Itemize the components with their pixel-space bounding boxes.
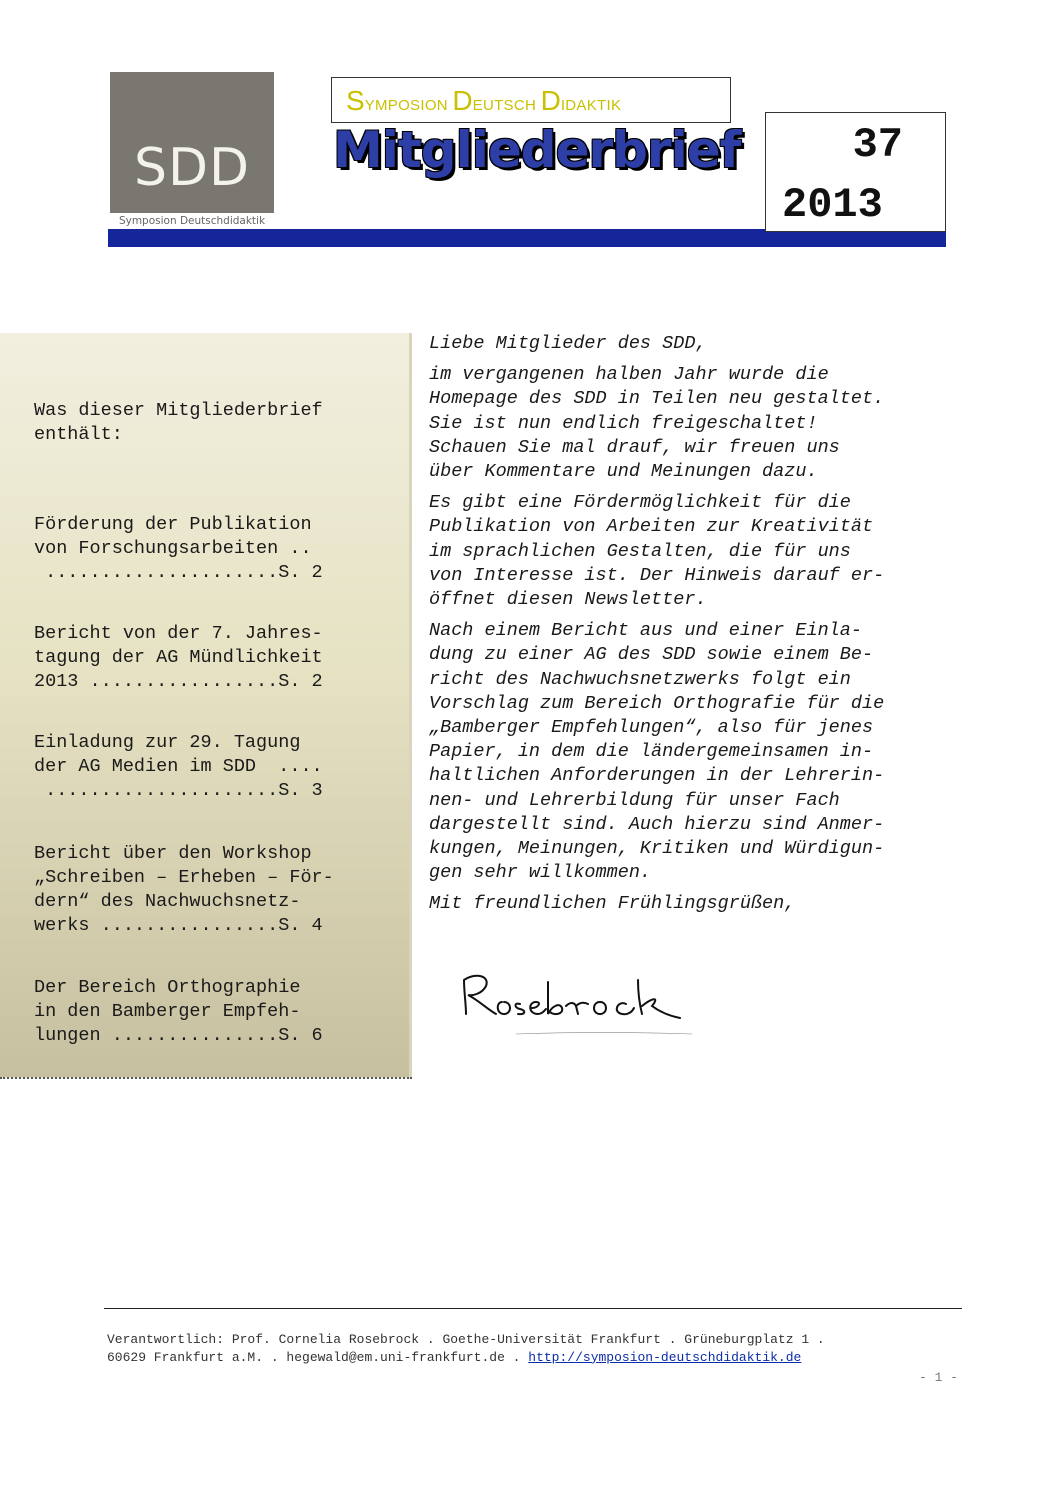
symposion-initial-d2: D: [540, 85, 561, 116]
letter-paragraph-2: Es gibt eine Fördermöglichkeit für die Publikation von Arbeiten zur Kreativität im sprachlichen Gestalten, die für uns von Interesse ist. Der Hinweis darauf er- öffnet diesen Newsletter.: [429, 492, 885, 611]
letter-paragraph-3: Nach einem Bericht aus und einer Einla- dung zu einer AG des SDD sowie einem Be- richt des Nachwuchsnetzwerks folgt ein Vorschlag zum Bereich Orthografie für die „Bamberger Empfehlungen“, also für jenes Papier, in dem die ländergemeinsamen in- haltlichen Anforderungen in der Lehrerin- nen- und Lehrerbildung für unser Fach dargestellt sind. Auch hierzu sind Anmer- kungen, Meinungen, Kritiken und Würdigun- gen sehr willkommen.: [429, 620, 885, 884]
issue-number: 37: [852, 121, 903, 169]
toc-heading: Was dieser Mitgliederbrief enthält:: [34, 400, 323, 445]
symposion-banner: [331, 77, 731, 123]
issue-box: [765, 112, 946, 232]
letter-body: [429, 332, 969, 924]
footer-line-1: Verantwortlich: Prof. Cornelia Rosebrock . Goethe-Universität Frankfurt . Grüneburgplatz 1 .: [107, 1332, 825, 1347]
handwritten-signature: [456, 962, 706, 1047]
logo-text: SDD: [133, 138, 251, 198]
symposion-word-1: YMPOSION: [364, 97, 448, 114]
issue-year: 2013: [782, 181, 883, 229]
table-of-contents: [0, 333, 412, 1079]
toc-item-1[interactable]: Förderung der Publikation von Forschungsarbeiten .. .....................S. 2: [34, 514, 323, 583]
sdd-logo: [110, 72, 274, 230]
page-number: - 1 -: [918, 1370, 958, 1385]
toc-item-5[interactable]: Der Bereich Orthographie in den Bamberger Empfeh- lungen ...............S. 6: [34, 977, 323, 1046]
symposion-initial-s: S: [346, 85, 365, 116]
symposion-word-2: EUTSCH: [472, 97, 537, 114]
footer-address: 60629 Frankfurt a.M. . hegewald@em.uni-frankfurt.de .: [107, 1349, 529, 1365]
homepage-link[interactable]: http://symposion-deutschdidaktik.de: [528, 1349, 802, 1365]
symposion-initial-d1: D: [452, 85, 473, 116]
toc-item-2[interactable]: Bericht von der 7. Jahres- tagung der AG Mündlichkeit 2013 .................S. 2: [34, 623, 323, 692]
letter-paragraph-1: im vergangenen halben Jahr wurde die Homepage des SDD in Teilen neu gestaltet. Sie ist nun endlich freigeschaltet! Schauen Sie mal drauf, wir freuen uns über Kommentare und Meinungen dazu.: [429, 364, 885, 483]
letter-salutation: Liebe Mitglieder des SDD,: [429, 333, 707, 354]
logo-subtitle: Symposion Deutschdidaktik: [110, 213, 274, 230]
symposion-word-3: IDAKTIK: [560, 97, 622, 114]
toc-item-3[interactable]: Einladung zur 29. Tagung der AG Medien im SDD .... .....................S. 3: [34, 732, 323, 801]
footer-divider: [104, 1308, 962, 1309]
footer: [107, 1331, 967, 1366]
letter-closing: Mit freundlichen Frühlingsgrüßen,: [429, 893, 796, 915]
toc-item-4[interactable]: Bericht über den Workshop „Schreiben – Erheben – För- dern“ des Nachwuchsnetz- werks ................S. 4: [34, 843, 334, 936]
newsletter-title: Mitgliederbrief: [333, 121, 741, 179]
